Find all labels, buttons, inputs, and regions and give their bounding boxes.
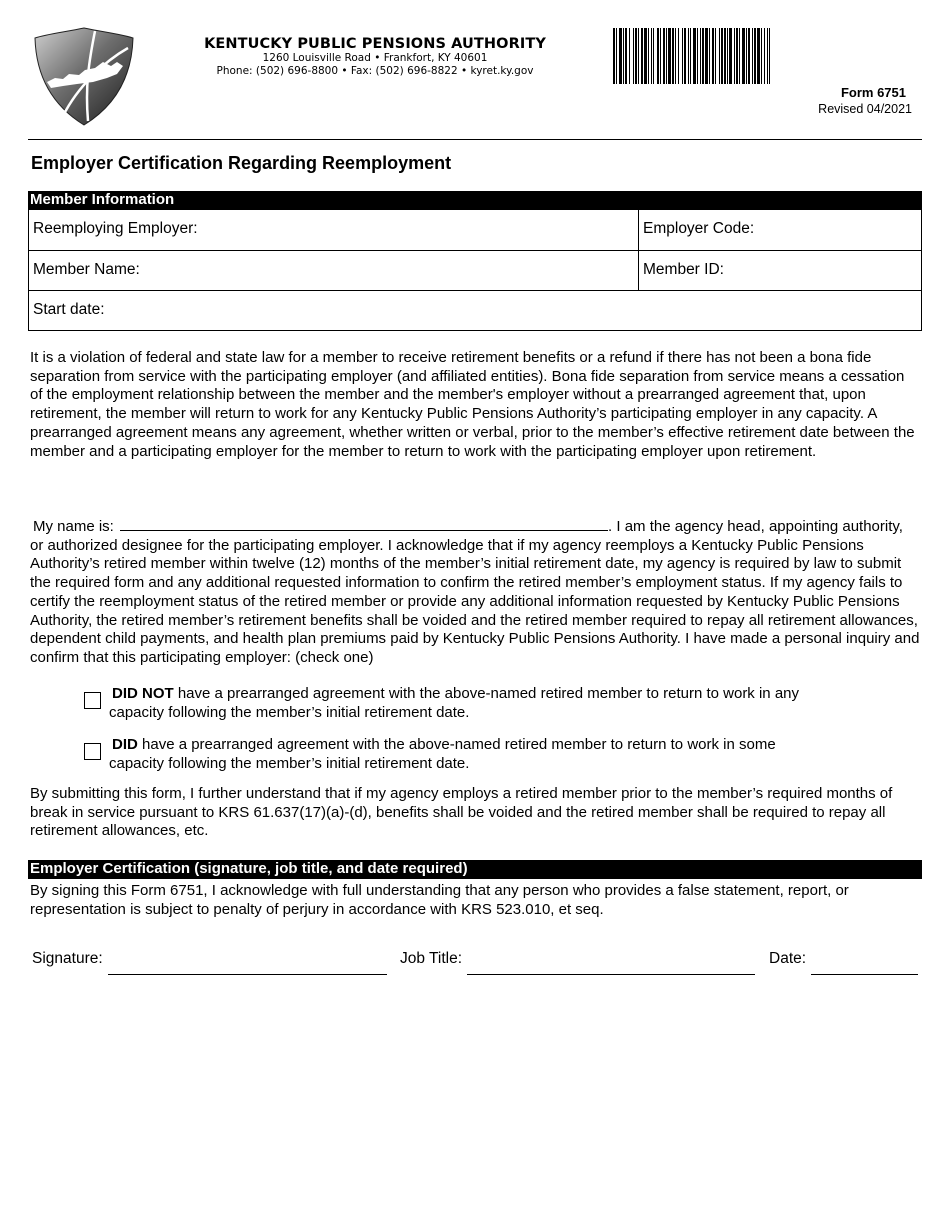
did-line2: capacity following the member’s initial retirement date. — [109, 755, 470, 772]
table-row — [29, 210, 921, 250]
did-not-checkbox[interactable] — [84, 692, 101, 709]
violation-paragraph: It is a violation of federal and state law for a member to receive retirement benefits or a refund if there has not been a bona fide separation from service with the participating employer (and affiliated entities). Bona fide separation from service means a cessation of the employment relationship between the member and the member's employer without a prearranged agreement that, upon retirement, the member will return to work for any Kentucky Public Pensions Authority’s participating employer in any capacity. A prearranged agreement means any agreement, whether written or verbal, prior to the member’s effective retirement date between the member and a participating employer for the member to return to work with the participating employer upon retirement. — [30, 349, 915, 460]
organization-block — [150, 36, 600, 78]
shield-kentucky-logo-icon — [33, 26, 135, 126]
barcode — [613, 28, 923, 84]
form-number: Form 6751 — [840, 85, 906, 100]
did-bold: DID — [112, 736, 138, 753]
reemploying-employer-field[interactable] — [29, 210, 639, 250]
name-label: My name is: — [33, 518, 114, 535]
did-not-text — [109, 684, 884, 722]
did-not-line2: capacity following the member’s initial retirement date. — [109, 704, 470, 721]
job-title-label: Job Title: — [400, 950, 463, 967]
employer-cert-heading-text: Employer Certification (signature, job title, and date required) — [30, 860, 468, 877]
member-id-field[interactable] — [639, 251, 728, 290]
header-divider — [28, 139, 922, 140]
start-date-label: Start date: — [33, 301, 105, 318]
organization-contact: Phone: (502) 696-8800 • Fax: (502) 696-8822 • kyret.ky.gov — [216, 65, 534, 77]
certification-paragraph — [30, 516, 920, 668]
did-checkbox[interactable] — [84, 743, 101, 760]
name-line-tail: . I am the agency head, appointing authority, — [608, 518, 903, 535]
barcode-icon — [613, 28, 923, 84]
option-did — [84, 735, 884, 773]
organization-name: KENTUCKY PUBLIC PENSIONS AUTHORITY — [204, 36, 546, 52]
did-not-line1: have a prearranged agreement with the above-named retired member to return to work in any — [173, 685, 800, 702]
certification-body: or authorized designee for the participating employer. I acknowledge that if my agency reemploys a Kentucky Public Pensions Authority’s retired member within twelve (12) months of the member’s initial retirement date, my agency is required by law to submit the required form and any additional requested information to confirm the retired member’s employment status. If my agency fails to certify the reemployment status of the retired member or provide any additional information requested by Kentucky Public Pensions Authority, the retired member’s retirement benefits shall be voided and the retired member required to repay all retirement allowances, dependent child payments, and health plan premiums paid by Kentucky Public Pensions Authority. I have made a personal inquiry and confirm that this participating employer: (check one) — [30, 536, 920, 666]
employer-code-field[interactable] — [639, 210, 758, 250]
did-text — [109, 735, 884, 773]
signature-label: Signature: — [32, 950, 103, 967]
table-row — [29, 290, 921, 330]
member-id-label: Member ID: — [643, 261, 724, 278]
employer-cert-heading — [28, 860, 922, 879]
form-title: Employer Certification Regarding Reemployment — [31, 153, 452, 173]
date-line[interactable] — [811, 974, 918, 975]
member-info-table — [28, 210, 922, 331]
job-title-line[interactable] — [467, 974, 755, 975]
organization-address: 1260 Louisville Road • Frankfort, KY 40601 — [262, 52, 488, 64]
employer-code-label: Employer Code: — [643, 220, 755, 237]
reemploying-employer-label: Reemploying Employer: — [33, 220, 198, 237]
table-row — [29, 250, 921, 290]
member-info-heading — [28, 191, 922, 210]
name-line-row — [30, 516, 920, 537]
further-paragraph: By submitting this form, I further understand that if my agency employs a retired member prior to the member’s required months of break in service pursuant to KRS 61.637(17)(a)-(d), benefits shall be voided and the retired member shall be required to repay all retirement allowances, etc. — [30, 785, 893, 840]
start-date-field[interactable] — [29, 291, 921, 330]
option-did-not — [84, 684, 884, 722]
did-line1: have a prearranged agreement with the above-named retired member to return to work in some — [137, 736, 776, 753]
signature-line[interactable] — [108, 974, 387, 975]
date-label: Date: — [769, 950, 807, 967]
name-input-line[interactable] — [120, 516, 608, 531]
revised-date: Revised 04/2021 — [818, 102, 912, 116]
member-name-label: Member Name: — [33, 261, 140, 278]
member-name-field[interactable] — [29, 251, 639, 290]
employer-cert-text: By signing this Form 6751, I acknowledge with full understanding that any person who provides a false statement, report, or representation is subject to penalty of perjury in accordance with KRS 523.010, et seq. — [30, 882, 849, 918]
agency-logo — [33, 26, 135, 126]
did-not-bold: DID NOT — [112, 685, 174, 702]
member-info-heading-text: Member Information — [30, 191, 175, 208]
